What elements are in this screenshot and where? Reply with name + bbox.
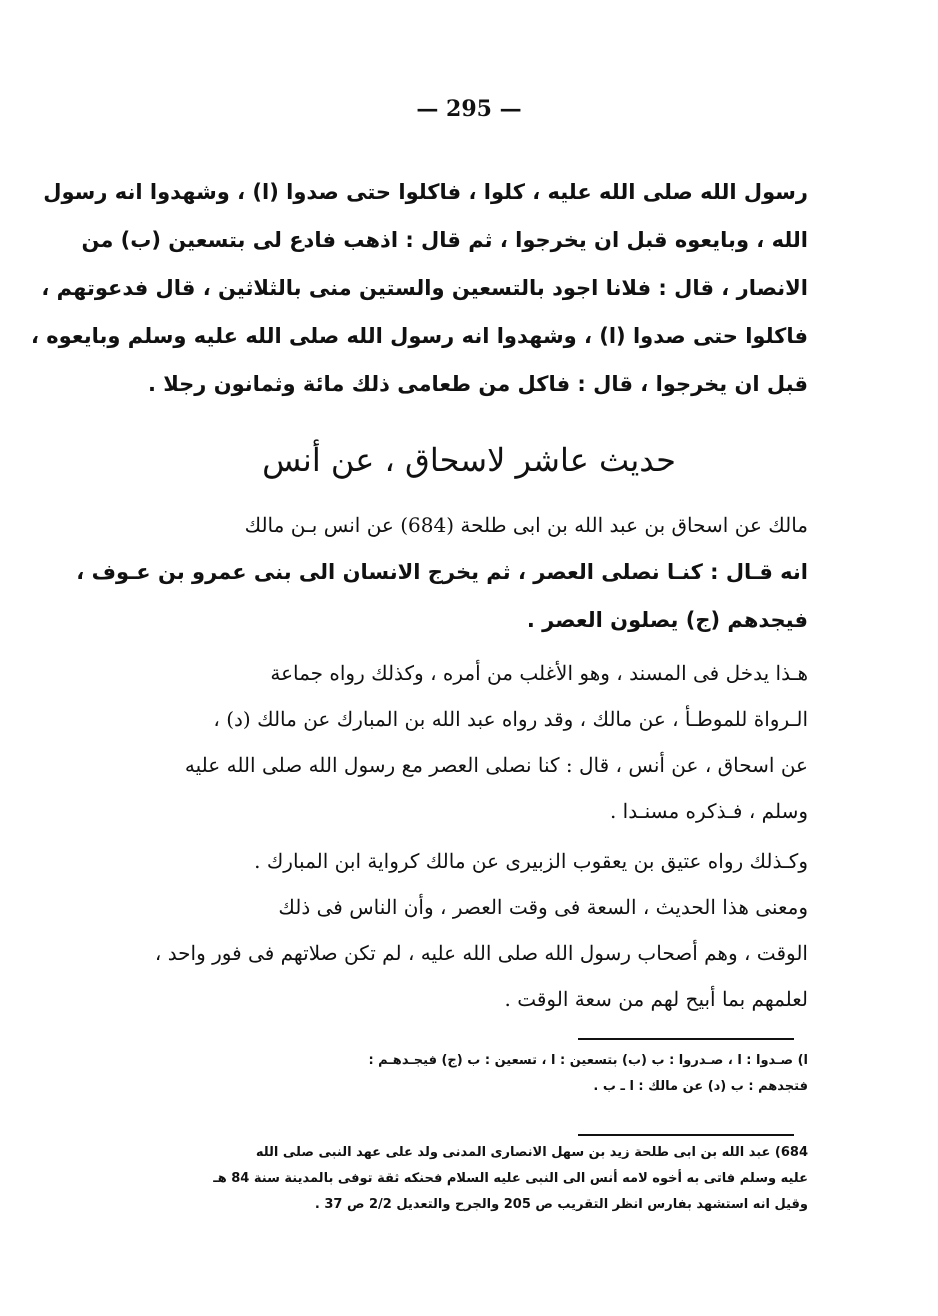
paragraph-hadith-text [76,548,808,644]
footnote-line: وقيل انه استشهد بفارس انظر التقريب ص 205 والجرح والتعديل 2/2 ص 37 . [314,1197,808,1212]
paragraph-commentary-2 [128,838,808,1022]
text-line: فاكلوا حتى صدوا (ا) ، وشهدوا انه رسول الله صلى الله عليه وسلم وبايعوه ، [31,324,808,348]
paragraph-isnad [128,502,808,548]
text-line: عن اسحاق ، عن أنس ، قال : كنا نصلى العصر مع رسول الله صلى الله عليه [184,753,808,777]
footnote-line: 684) عبد الله بن ابى طلحة زيد بن سهل الانصارى المدنى ولد على عهد النبى صلى الله [255,1145,808,1160]
page-number: — 295 — [416,96,522,122]
paragraph-commentary-1 [128,650,808,834]
text-line: رسول الله صلى الله عليه ، كلوا ، فاكلوا حتى صدوا (ا) ، وشهدوا انه رسول [43,180,808,204]
paragraph-hadith-continuation [31,168,808,408]
footnote-line: ا) صـدوا : ا ، صـدروا : ب (ب) بتسعين : ا ، تسعين : ب (ج) فيجـدهـم : [368,1053,808,1068]
text-line: الوقت ، وهم أصحاب رسول الله صلى الله عليه ، لم تكن صلاتهم فى فور واحد ، [154,941,808,965]
text-line: هـذا يدخل فى المسند ، وهو الأغلب من أمره ، وكذلك رواه جماعة [270,661,808,685]
footnotes-biography [128,1140,808,1218]
text-line: انه قـال : كنـا نصلى العصر ، ثم يخرج الانسان الى بنى عمرو بن عـوف ، [76,560,808,584]
text-line: وكـذلك رواه عتيق بن يعقوب الزبيرى عن مالك كرواية ابن المبارك . [254,849,808,873]
text-line: مالك عن اسحاق بن عبد الله بن ابى طلحة (684) عن انس بـن مالك [244,513,808,537]
text-line: الله ، وبايعوه قبل ان يخرجوا ، ثم قال : اذهب فادع لى بتسعين (ب) من [81,228,808,252]
footnote-line: فتجدهم : ب (د) عن مالك : ا ـ ب . [593,1079,808,1094]
text-line: الـرواة للموطـأ ، عن مالك ، وقد رواه عبد الله بن المبارك عن مالك (د) ، [213,707,808,731]
footnotes-variants [128,1048,808,1100]
text-line: الانصار ، قال : فلانا اجود بالتسعين والستين منى بالثلاثين ، قال فدعوتهم ، [41,276,808,300]
text-line: وسلم ، فـذكره مسنـدا . [609,799,808,823]
text-line: ومعنى هذا الحديث ، السعة فى وقت العصر ، وأن الناس فى ذلك [278,895,808,919]
text-line: قبل ان يخرجوا ، قال : فاكل من طعامى ذلك مائة وثمانون رجلا . [147,372,808,396]
text-line: فيجدهم (ج) يصلون العصر . [526,608,808,632]
footnote-line: عليه وسلم فاتى به أخوه لامه أنس الى النبى عليه السلام فحنكه ثقة توفى بالمدينة سنة 84 هـ [213,1171,808,1186]
footnote-divider [578,1134,794,1136]
footnote-divider [578,1038,794,1040]
text-line: لعلمهم بما أبيح لهم من سعة الوقت . [504,987,808,1011]
section-heading: حديث عاشر لاسحاق ، عن أنس [262,441,676,479]
